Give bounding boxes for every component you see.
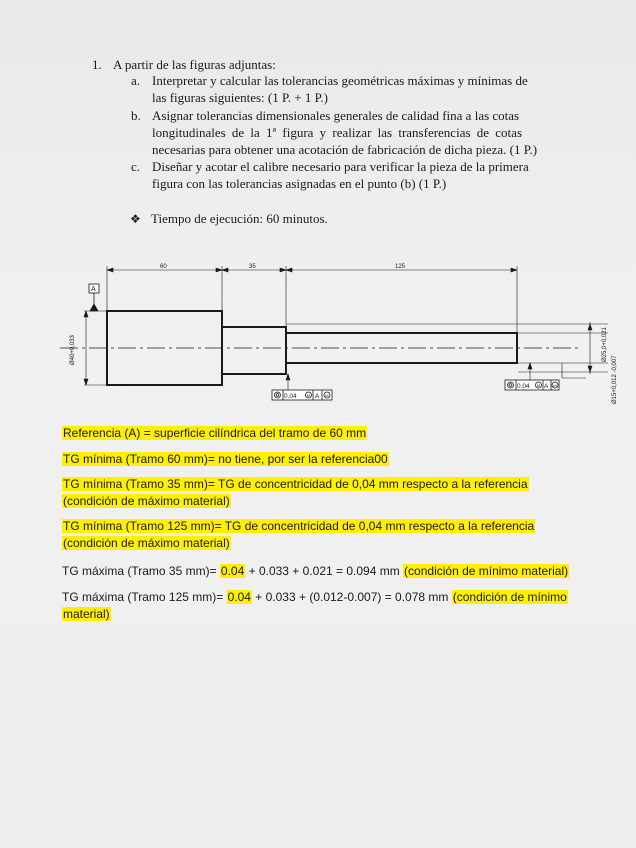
answer-line6-hl: 0.04	[227, 590, 251, 604]
item-c-line2: figura con las tolerancias asignadas en el punto (b) (1 P.)	[152, 176, 447, 191]
answer-line5-hl: 0.04	[220, 564, 245, 578]
item-b-line1: Asignar tolerancias dimensionales generales de calidad fina a las cotas	[152, 108, 520, 123]
item-c-text	[152, 158, 562, 192]
answer-line1: Referencia (A) = superficie cilíndrica del tramo de 60 mm	[63, 426, 367, 440]
answer-line4b: (condición de máximo material)	[63, 536, 230, 550]
fcf-leaders	[286, 363, 532, 390]
fcf1-mod: M	[306, 393, 311, 398]
item-b-line3: necesarias para obtener una acotación de fabricación de dicha pieza. (1 P.)	[152, 142, 538, 157]
time-limit: Tiempo de ejecución: 60 minutos.	[151, 211, 328, 226]
question-number: 1.	[92, 57, 102, 72]
dim-35: 35	[249, 264, 256, 270]
fcf2-ref: A	[544, 383, 549, 390]
shaft-drawing	[60, 258, 620, 408]
fcf-concentricity-125	[505, 380, 559, 390]
answer-line5-pre: TG máxima (Tramo 35 mm)=	[62, 564, 220, 578]
top-dimension-lines	[107, 266, 517, 333]
item-b-letter: b.	[131, 108, 141, 123]
item-a-line2: las figuras siguientes: (1 P. + 1 P.)	[152, 90, 328, 105]
answer-line5-tail: (condición de mínimo material)	[404, 564, 569, 578]
item-c-letter: c.	[131, 159, 141, 174]
datum-a-label: A	[91, 286, 96, 293]
fcf2-value: 0.04	[517, 383, 530, 390]
item-b-line2: longitudinales de la 1ª figura y realizar las transferencias de cotas	[152, 125, 522, 140]
answer-line4a: TG mínima (Tramo 125 mm)= TG de concentricidad de 0,04 mm respecto a la referencia	[63, 519, 535, 533]
answer-tg-min-35	[62, 476, 529, 510]
item-c-line1: Diseñar y acotar el calibre necesario para verificar la pieza de la primera	[152, 159, 529, 174]
item-a-letter: a.	[131, 73, 141, 88]
item-a-text	[152, 72, 562, 106]
item-b-text	[152, 107, 562, 158]
fcf2-ref-mod: M	[553, 383, 557, 388]
answer-line2: TG mínima (Tramo 60 mm)= no tiene, por ser la referencia00	[63, 452, 388, 466]
dim-60: 60	[160, 264, 167, 270]
dim-125: 125	[395, 264, 406, 270]
fcf1-ref: A	[315, 393, 320, 400]
fcf1-ref-mod: M	[325, 393, 329, 398]
answer-line3a: TG mínima (Tramo 35 mm)= TG de concentricidad de 0,04 mm respecto a la referencia	[63, 477, 528, 491]
answer-line6-mid: + 0.033 + (0.012-0.007) = 0.078 mm	[251, 590, 452, 604]
answer-line6-pre: TG máxima (Tramo 125 mm)=	[62, 590, 227, 604]
answer-tg-max-125	[62, 589, 568, 623]
shaft-outline	[107, 311, 517, 385]
right-diameter-bottom-label: Ø15+0,012 -0,007	[612, 355, 618, 404]
answer-line6-tail2: material)	[63, 607, 110, 621]
answer-tg-min-125	[62, 518, 535, 552]
answer-tg-max-35	[62, 563, 569, 580]
answer-line6-tail1: (condición de mínimo	[452, 590, 567, 604]
left-diameter-label: Ø40+0,033	[70, 335, 76, 365]
answer-referencia	[62, 425, 367, 442]
item-a-line1: Interpretar y calcular las tolerancias geométricas máximas y mínimas de	[152, 73, 528, 88]
fcf-concentricity-35	[272, 390, 332, 400]
right-diameter-dimension	[286, 322, 608, 378]
fcf2-mod: M	[536, 383, 541, 388]
right-diameter-top-label: Ø25,0+0,021	[602, 327, 608, 362]
fcf1-value: 0.04	[284, 393, 297, 400]
answer-tg-min-60	[62, 451, 389, 468]
question-intro: A partir de las figuras adjuntas:	[113, 57, 276, 72]
bullet-diamond-icon: ❖	[130, 212, 141, 226]
answer-line5-mid: + 0.033 + 0.021 = 0.094 mm	[245, 564, 404, 578]
answer-line3b: (condición de máximo material)	[63, 494, 230, 508]
